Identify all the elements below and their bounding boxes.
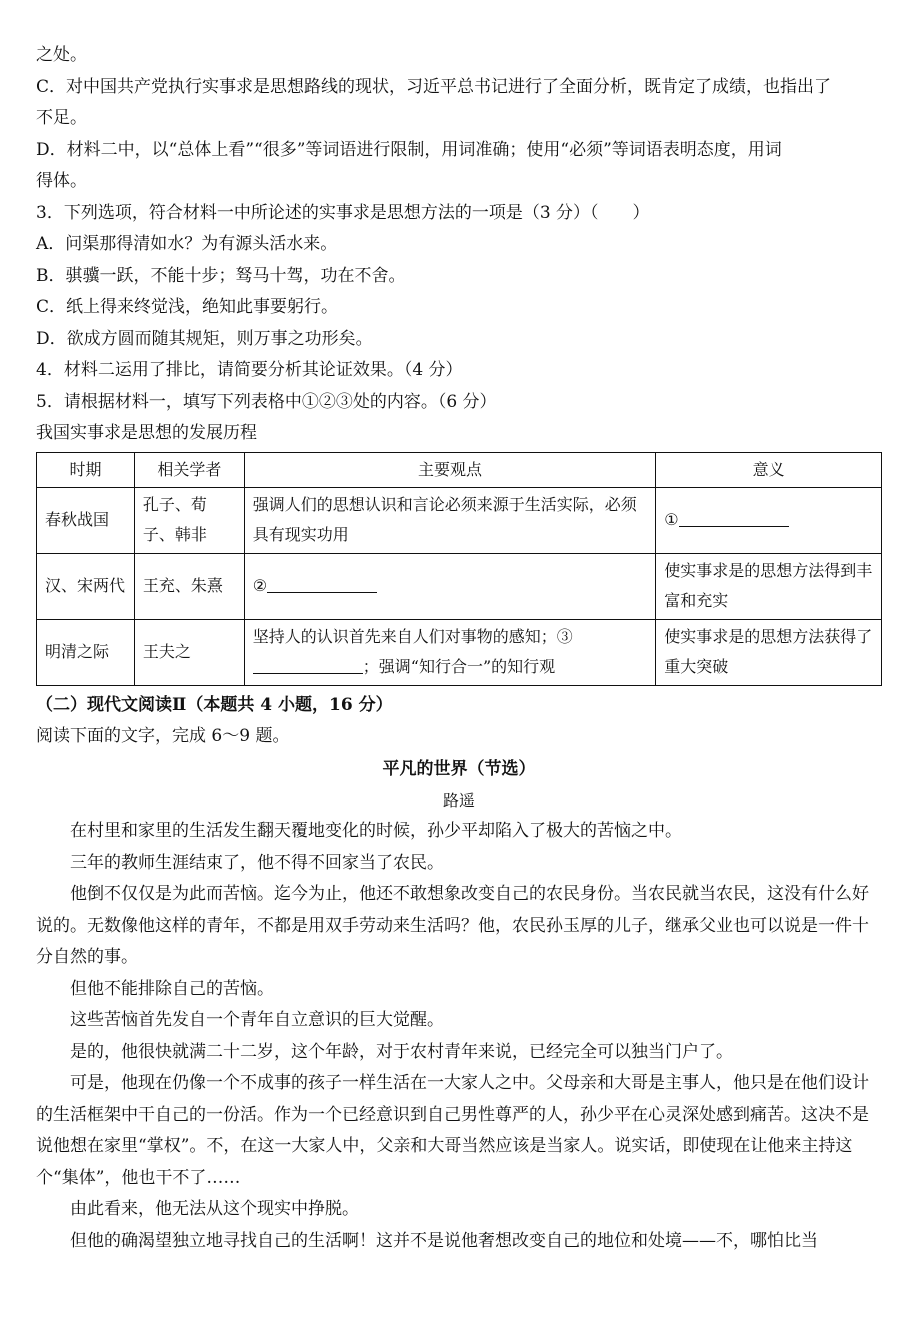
exam-page [36,40,882,1257]
option-d-line: 得体。 [36,171,87,191]
passage-paragraph: 可是，他现在仍像一个不成事的孩子一样生活在一大家人之中。父母亲和大哥是主事人，他只是在他们设计的生活框架中干自己的一份活。作为一个已经意识到自己男性尊严的人，孙少平在心灵深处感到痛苦。这决不是说他想在家里“掌权”。不，在这一大家人中，父亲和大哥当然应该是当家人。说实话，即使现在让他来主持这个“集体”，他也干不了…… [36,1073,869,1188]
cell-scholars: 王充、朱熹 [134,553,244,619]
passage-paragraph: 由此看来，他无法从这个现实中挣脱。 [70,1199,359,1219]
passage-paragraph: 但他的确渴望独立地寻找自己的生活啊！这并不是说他奢想改变自己的地位和处境——不，哪怕比当 [70,1230,818,1251]
passage-paragraph: 是的，他很快就满二十二岁，这个年龄，对于农村青年来说，已经完全可以独当门户了。 [70,1041,733,1062]
cell-view [244,553,655,619]
table-header-row [37,452,882,487]
blank-1-mark: ① [664,510,679,529]
cell-period: 明清之际 [37,619,135,685]
view-text: ；强调“知行合一”的知行观 [362,657,556,676]
passage-author: 路遥 [442,791,475,810]
cell-view: 强调人们的思想认识和言论必须来源于生活实际，必须具有现实功用 [244,487,655,553]
question-3-stem: 3．下列选项，符合材料一中所论述的实事求是思想方法的一项是（3 分）（ ） [36,202,650,223]
text-line: 之处。 [36,45,87,65]
table-caption: 我国实事求是思想的发展历程 [36,423,257,443]
question-5: 5．请根据材料一，填写下列表格中①②③处的内容。（6 分） [36,391,497,412]
development-table [36,452,882,686]
question-3-option-b: B．骐骥一跃，不能十步；驽马十驾，功在不舍。 [36,265,406,286]
answer-blank-3[interactable] [253,655,363,674]
question-3-option-c: C．纸上得来终觉浅，绝知此事要躬行。 [36,297,339,317]
answer-blank-2[interactable] [267,574,377,593]
cell-period: 春秋战国 [37,487,135,553]
header-meaning: 意义 [656,452,882,487]
passage-paragraph: 但他不能排除自己的苦恼。 [70,978,274,999]
cell-meaning: 使实事求是的思想方法得到丰富和充实 [656,553,882,619]
cell-view [244,619,655,685]
header-period: 时期 [37,452,135,487]
table-row [37,487,882,553]
table-row [37,553,882,619]
answer-blank-1[interactable] [679,508,789,527]
cell-scholars: 王夫之 [134,619,244,685]
passage-paragraph: 在村里和家里的生活发生翻天覆地变化的时候，孙少平却陷入了极大的苦恼之中。 [70,821,682,841]
blank-2-mark: ② [252,576,268,595]
reading-instruction: 阅读下面的文字，完成 6～9 题。 [36,725,290,746]
passage-title: 平凡的世界（节选） [382,759,536,779]
option-c-line: C．对中国共产党执行实事求是思想路线的现状，习近平总书记进行了全面分析，既肯定了成绩，也指出了 [36,76,832,97]
cell-period: 汉、宋两代 [37,553,135,619]
passage-paragraph: 这些苦恼首先发自一个青年自立意识的巨大觉醒。 [70,1010,444,1030]
question-3-option-d: D．欲成方圆而随其规矩，则万事之功形矣。 [36,328,373,349]
cell-meaning [656,487,882,553]
section-heading: （二）现代文阅读Ⅱ（本题共 4 小题，16 分） [36,694,393,715]
question-4: 4．材料二运用了排比，请简要分析其论证效果。（4 分） [36,360,463,380]
cell-meaning: 使实事求是的思想方法获得了重大突破 [656,619,882,685]
view-text: 坚持人的认识首先来自人们对事物的感知；③ [252,627,573,646]
table-row [37,619,882,685]
header-view: 主要观点 [244,452,655,487]
passage-paragraph: 他倒不仅仅是为此而苦恼。迄今为止，他还不敢想象改变自己的农民身份。当农民就当农民，这没有什么好说的。无数像他这样的青年，不都是用双手劳动来生活吗？他，农民孙玉厚的儿子，继承父业也可以说是一件十分自然的事。 [36,884,869,967]
question-3-option-a: A．问渠那得清如水？为有源头活水来。 [36,234,338,254]
header-scholars: 相关学者 [134,452,244,487]
cell-scholars: 孔子、荀子、韩非 [134,487,244,553]
option-d-line: D．材料二中，以“总体上看”“很多”等词语进行限制，用词准确；使用“必须”等词语表明态度，用词 [36,139,782,160]
passage-paragraph: 三年的教师生涯结束了，他不得不回家当了农民。 [70,852,444,873]
option-c-line: 不足。 [36,108,87,128]
